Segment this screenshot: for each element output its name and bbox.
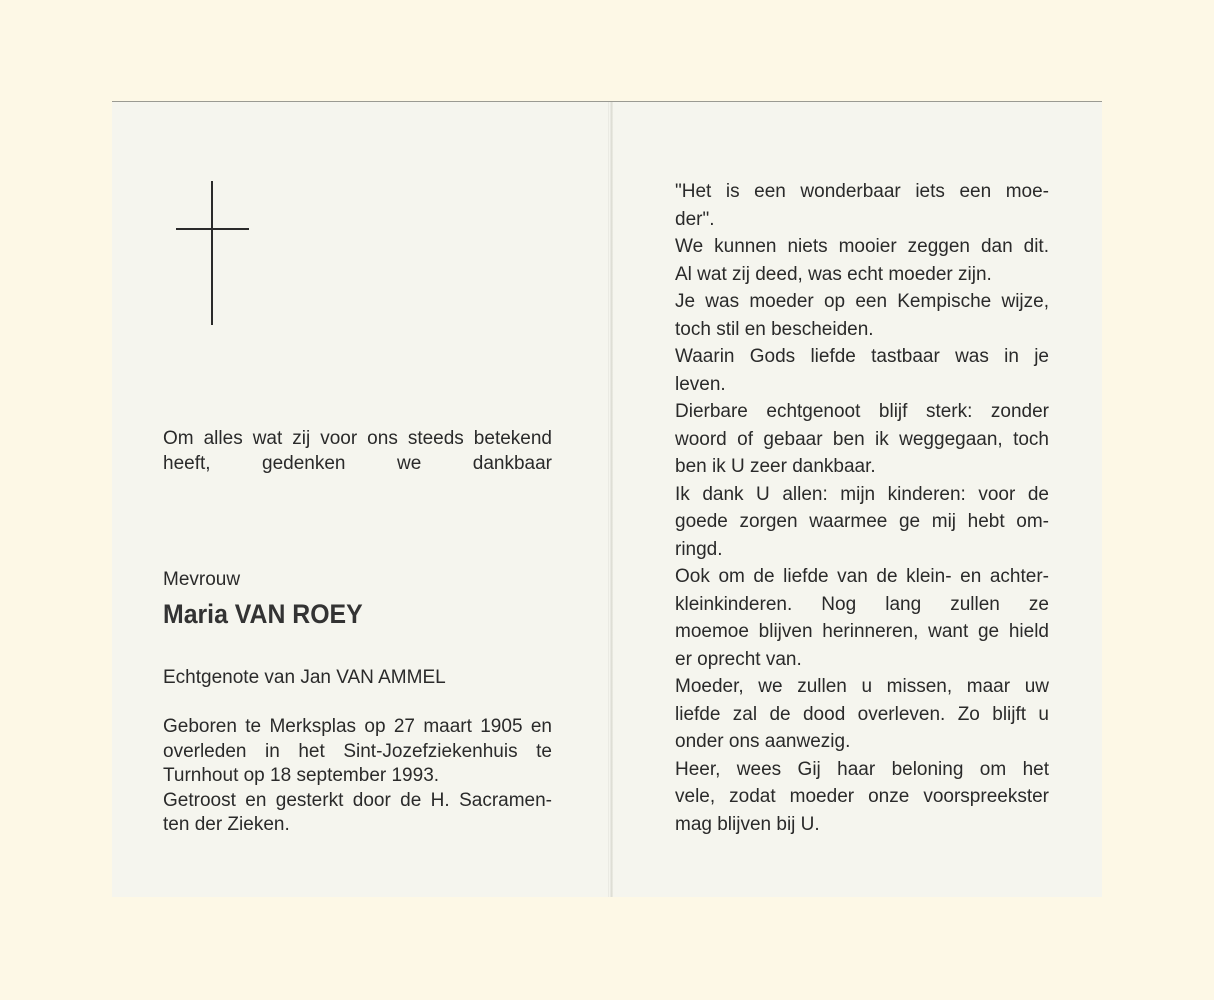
- poem-line: leven.: [675, 373, 726, 395]
- poem-line: woord of gebaar ben ik weggegaan, toch: [675, 428, 1049, 450]
- bio-line: ten der Zieken.: [163, 814, 290, 835]
- cross-horizontal-bar: [176, 228, 249, 230]
- tribute-line: heeft, gedenken we dankbaar: [163, 452, 552, 474]
- honorific: Mevrouw: [163, 569, 241, 590]
- memorial-poem: [675, 178, 1049, 838]
- poem-line: er oprecht van.: [675, 648, 802, 670]
- poem-line: moemoe blijven herinneren, want ge hield: [675, 621, 1049, 642]
- poem-line: Je was moeder op een Kempische wijze,: [675, 291, 1049, 312]
- poem-line: ringd.: [675, 538, 723, 560]
- bio-line: Turnhout op 18 september 1993.: [163, 765, 440, 786]
- poem-line: We kunnen niets mooier zeggen dan dit.: [675, 236, 1049, 257]
- poem-line: Dierbare echtgenoot blijf sterk: zonder: [675, 401, 1049, 422]
- bio-line: overleden in het Sint-Jozefziekenhuis te: [163, 740, 552, 762]
- poem-line: Al wat zij deed, was echt moeder zijn.: [675, 263, 992, 285]
- card-fold: [608, 102, 613, 897]
- deceased-name: Maria VAN ROEY: [163, 599, 363, 629]
- poem-line: kleinkinderen. Nog lang zullen ze: [675, 593, 1049, 615]
- poem-line: toch stil en bescheiden.: [675, 318, 874, 340]
- spouse-line: Echtgenote van Jan VAN AMMEL: [163, 667, 446, 688]
- bio-line: Getroost en gesterkt door de H. Sacramen-: [163, 789, 552, 811]
- poem-line: mag blijven bij U.: [675, 813, 820, 835]
- poem-line: ben ik U zeer dankbaar.: [675, 456, 876, 477]
- poem-line: "Het is een wonderbaar iets een moe-: [675, 181, 1049, 202]
- tribute-line: Om alles wat zij voor ons steeds betekend: [163, 428, 552, 449]
- poem-line: onder ons aanwezig.: [675, 731, 851, 752]
- poem-line: Ook om de liefde van de klein- en achter-: [675, 566, 1049, 587]
- poem-line: Ik dank U allen: mijn kinderen: voor de: [675, 483, 1049, 505]
- poem-line: vele, zodat moeder onze voorspreekster: [675, 786, 1049, 807]
- cross-vertical-bar: [211, 181, 213, 325]
- poem-line: der".: [675, 208, 715, 230]
- tribute-text: [163, 427, 552, 476]
- poem-line: Heer, wees Gij haar beloning om het: [675, 758, 1049, 780]
- biography: [163, 715, 552, 838]
- poem-line: Moeder, we zullen u missen, maar uw: [675, 676, 1049, 697]
- bio-line: Geboren te Merksplas op 27 maart 1905 en: [163, 716, 552, 737]
- poem-line: Waarin Gods liefde tastbaar was in je: [675, 346, 1049, 367]
- poem-line: liefde zal de dood overleven. Zo blijft u: [675, 703, 1049, 725]
- memorial-card: [112, 101, 1102, 897]
- poem-line: goede zorgen waarmee ge mij hebt om-: [675, 511, 1049, 532]
